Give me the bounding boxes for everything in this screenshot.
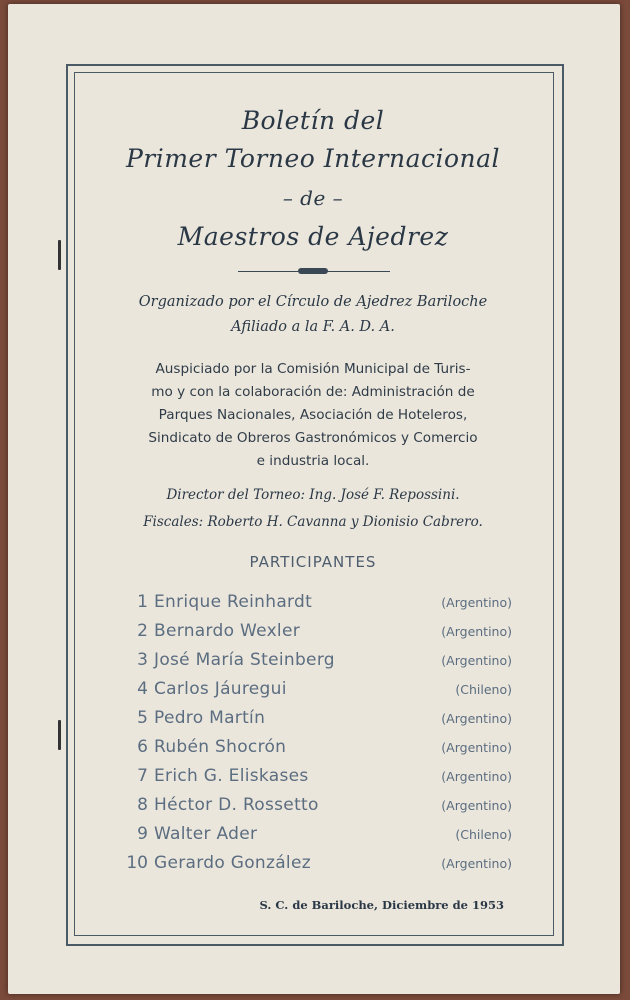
participant-row bbox=[118, 851, 512, 880]
participant-name: Bernardo Wexler bbox=[154, 621, 300, 641]
participant-nationality: (Chileno) bbox=[455, 827, 512, 842]
participant-nationality: (Chileno) bbox=[455, 682, 512, 697]
title-line-2: Primer Torneo Internacional bbox=[125, 144, 501, 173]
title-line-4: Maestros de Ajedrez bbox=[177, 222, 449, 251]
participant-name: José María Steinberg bbox=[154, 650, 335, 670]
participant-name: Pedro Martín bbox=[154, 708, 266, 728]
participant-nationality: (Argentino) bbox=[441, 653, 512, 668]
participant-number: 3 bbox=[137, 650, 148, 670]
participant-name: Enrique Reinhardt bbox=[154, 592, 313, 612]
participant-name: Gerardo González bbox=[154, 853, 311, 873]
place-date-footer: S. C. de Bariloche, Diciembre de 1953 bbox=[259, 898, 504, 912]
organizer-line-2: Afiliado a la F. A. D. A. bbox=[231, 319, 395, 335]
participant-number: 9 bbox=[137, 824, 148, 844]
participant-nationality: (Argentino) bbox=[441, 856, 512, 871]
participant-number: 1 bbox=[137, 592, 148, 612]
participant-name: Walter Ader bbox=[154, 824, 258, 844]
participant-number: 4 bbox=[137, 679, 148, 699]
participant-row bbox=[118, 677, 512, 706]
participant-nationality: (Argentino) bbox=[441, 711, 512, 726]
participant-row bbox=[118, 706, 512, 735]
participant-row bbox=[118, 764, 512, 793]
participant-number: 7 bbox=[137, 766, 148, 786]
title-line-3: – de – bbox=[282, 186, 344, 210]
participant-nationality: (Argentino) bbox=[441, 769, 512, 784]
director-line: Director del Torneo: Ing. José F. Repossini. bbox=[166, 487, 460, 503]
participant-number: 8 bbox=[137, 795, 148, 815]
participant-number: 10 bbox=[126, 853, 148, 873]
participant-number: 5 bbox=[137, 708, 148, 728]
participant-row bbox=[118, 590, 512, 619]
participant-number: 2 bbox=[137, 621, 148, 641]
sponsor-line-3: Parques Nacionales, Asociación de Hoteleros, bbox=[158, 407, 468, 423]
sponsor-line-1: Auspiciado por la Comisión Municipal de Turis- bbox=[155, 361, 471, 377]
participant-number: 6 bbox=[137, 737, 148, 757]
sponsor-line-5: e industria local. bbox=[256, 453, 370, 469]
participant-row bbox=[118, 735, 512, 764]
organizer-line-1: Organizado por el Círculo de Ajedrez Bariloche bbox=[138, 294, 488, 310]
title-divider-ornament bbox=[298, 268, 328, 274]
participant-nationality: (Argentino) bbox=[441, 595, 512, 610]
participant-name: Erich G. Eliskases bbox=[154, 766, 309, 786]
participant-row bbox=[118, 619, 512, 648]
staple-top bbox=[58, 240, 61, 270]
participant-nationality: (Argentino) bbox=[441, 798, 512, 813]
participant-row bbox=[118, 793, 512, 822]
participant-name: Rubén Shocrón bbox=[154, 737, 287, 757]
title-line-1: Boletín del bbox=[241, 106, 385, 135]
staple-bottom bbox=[58, 720, 61, 750]
participant-nationality: (Argentino) bbox=[441, 740, 512, 755]
participant-nationality: (Argentino) bbox=[441, 624, 512, 639]
participants-heading: PARTICIPANTES bbox=[249, 553, 377, 571]
sponsor-line-2: mo y con la colaboración de: Administración de bbox=[151, 384, 475, 400]
participant-name: Carlos Jáuregui bbox=[154, 679, 287, 699]
fiscales-line: Fiscales: Roberto H. Cavanna y Dionisio Cabrero. bbox=[143, 514, 483, 530]
sponsor-line-4: Sindicato de Obreros Gastronómicos y Comercio bbox=[148, 430, 478, 446]
participant-row bbox=[118, 822, 512, 851]
participant-name: Héctor D. Rossetto bbox=[154, 795, 319, 815]
participant-row bbox=[118, 648, 512, 677]
